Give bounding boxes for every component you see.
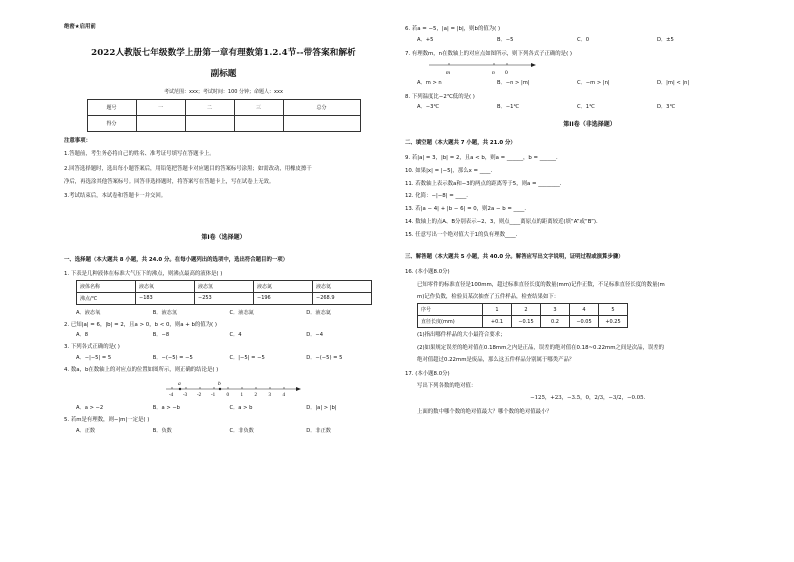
question-16-label: 16. (本小题8.0分) [405, 269, 450, 275]
option-d: D．|a| > |b| [306, 404, 337, 411]
option-d: D．液态氦 [306, 309, 331, 316]
table-cell: 3 [541, 304, 570, 316]
fill-question: 13. 若|a − 4| + |b − 6| = 0，则2a − b = ____． [405, 206, 530, 212]
option-b: B．−5 [497, 36, 514, 43]
axis-tick-label: -2 [197, 392, 202, 398]
question-7-options [417, 79, 774, 86]
point-b [219, 388, 221, 390]
score-cell [283, 116, 360, 132]
option-d: D．非正数 [306, 427, 331, 434]
table-cell: −196 [254, 292, 313, 304]
section-3-header: 三、解答题（本大题共 5 小题，共 40.0 分。解答应写出文字说明，证明过程或演算步骤） [405, 254, 624, 261]
table-cell: 液体名称 [77, 280, 136, 292]
option-d: D．±5 [657, 36, 674, 43]
option-a: A．−3℃ [417, 104, 440, 111]
option-c: C．液态氮 [229, 309, 254, 316]
question-16-line: m)记作负数，检验员某次抽查了五件样品，检查结果如下： [417, 293, 560, 300]
fill-question: 10. 如果|x| = |−5|，那么x = ____． [405, 167, 496, 174]
point-a [179, 388, 181, 390]
option-c: C．−m > |n| [577, 79, 610, 86]
exam-subtitle: 副标题 [210, 69, 237, 79]
score-header-cell: 题号 [87, 100, 136, 116]
question-4-options [76, 404, 383, 411]
option-c: C．a > b [229, 404, 253, 411]
option-d: D．−4 [306, 332, 324, 339]
question-17-line: 写出下列各数的绝对值： [417, 383, 477, 390]
question-6-stem: 6. 若a = −5，|a| = |b|，则b的值为( ) [405, 26, 501, 32]
option-a: A．8 [76, 332, 89, 339]
score-header-cell: 二 [185, 100, 234, 116]
question-4-stem: 4. 数a，b在数轴上的对应点的位置如图所示，则正确的结论是( ) [64, 367, 219, 373]
question-3-stem: 3. 下列各式正确的是( ) [64, 344, 120, 351]
table-cell: 沸点/℃ [77, 292, 136, 304]
table-cell: 液态氧 [136, 280, 195, 292]
question-1-stem: 1. 下表是几种液体在标准大气压下的沸点，则沸点最高的液体是( ) [64, 270, 223, 277]
option-d: D．3℃ [657, 104, 676, 111]
note-line: 1.答题前，考生务必将自己的姓名、准考证号填写在答题卡上。 [64, 151, 215, 157]
question-17-numbers: −125，+23，−3.5，0，2/3，−3/2，−0.05． [530, 395, 649, 401]
table-cell: 液态氢 [195, 280, 254, 292]
table-cell: −253 [195, 292, 254, 304]
table-cell: −183 [136, 292, 195, 304]
question-16-part: (2)如果规定误差的绝对值在0.18mm之内是正品，误差的绝对值在0.18~0.22mm之间是次品，误差的 [417, 345, 665, 351]
score-row-label: 得分 [87, 116, 136, 132]
axis-arrow-icon [296, 387, 301, 391]
fill-question: 14. 数轴上的点A、B分别表示−2、3，则点____离原点的距离较近(填“A”或“B”)． [405, 218, 602, 225]
table-cell: 液态氮 [254, 280, 313, 292]
question-2-options [76, 331, 383, 338]
score-cell [136, 116, 185, 132]
question-16-line: 已知零件的标准直径是100mm，超过标准直径长度的数量(mm)记作正数，不足标准直径长度的数量(m [417, 281, 665, 288]
table-cell: 5 [599, 304, 628, 316]
axis-arrow-icon [531, 63, 536, 67]
question-1-options [76, 309, 383, 316]
option-a: A．a > −2 [76, 404, 104, 411]
axis-tick-label: 4 [282, 392, 285, 398]
volume-1-heading: 第I卷（选择题） [201, 234, 246, 241]
section-2-header: 二、填空题（本大题共 7 小题，共 21.0 分） [405, 140, 516, 147]
question-3-options [76, 354, 383, 361]
table-cell: 序号 [418, 304, 483, 316]
point-b-label: b [218, 380, 221, 387]
number-line-figure-mn [427, 60, 537, 76]
option-b: B．−(−5) = −5 [152, 355, 193, 361]
question-8-options [417, 103, 774, 110]
table-cell: 1 [483, 304, 512, 316]
score-header-cell: 总分 [283, 100, 360, 116]
table-cell: −0.05 [570, 316, 599, 328]
axis-ticks [169, 387, 286, 398]
note-line: 净后，再选涂其他答案标号。回答非选择题时，将答案写在答题卡上，写在试卷上无效。 [64, 178, 275, 185]
note-line: 3.考试结束后，本试卷和答题卡一并交回。 [64, 193, 167, 200]
option-c: C．4 [229, 332, 242, 339]
option-a: A．正数 [76, 427, 96, 434]
table-cell: −0.15 [512, 316, 541, 328]
score-header-cell: 三 [234, 100, 283, 116]
label-m: m [446, 69, 450, 76]
score-cell [234, 116, 283, 132]
label-n: n [492, 69, 495, 76]
option-b: B．−8 [152, 332, 170, 339]
option-c: C．|−5| = −5 [229, 355, 265, 361]
option-d: D．−(−5) = 5 [306, 355, 343, 361]
question-5-stem: 5. 若m是有理数，则−|m|一定是( ) [64, 416, 150, 423]
notes-title: 注意事项： [64, 138, 91, 145]
fill-question: 12. 化简：−|−8| = ____． [405, 193, 472, 200]
option-a: A．+5 [417, 36, 434, 43]
question-2-stem: 2. 已知|a| = 6，|b| = 2，且a > 0，b < 0，则a + b的值为( ) [64, 321, 217, 328]
question-16-part: (1)指出哪件样品的大小最符合要求； [417, 332, 506, 339]
question-16-part: 绝对值超过0.22mm是废品，那么这五件样品分别属于哪类产品？ [417, 356, 575, 363]
volume-2-heading: 第II卷（非选择题） [563, 121, 616, 129]
axis-tick-label: 3 [268, 392, 271, 398]
score-table [87, 99, 361, 132]
note-line: 2.回答选择题时，选出每小题答案后，用铅笔把答题卡对应题目的答案标号涂黑；如需改动，用橡皮擦干 [64, 165, 312, 172]
option-b: B．液态氢 [152, 309, 178, 316]
table-cell: −268.9 [313, 292, 372, 304]
point-a-label: a [178, 380, 181, 387]
section-1-header: 一、选择题（本大题共 8 小题，共 24.0 分。在每小题列出的选项中，选出符合题目的一项） [64, 257, 289, 263]
table-cell: +0.25 [599, 316, 628, 328]
exam-info: 考试范围：xxx；考试时间：100 分钟；命题人：xxx [164, 89, 283, 95]
option-d: D．|m| < |n| [657, 79, 690, 86]
option-c: C．0 [577, 36, 590, 43]
question-17-label: 17. (本小题8.0分) [405, 370, 450, 377]
fill-question: 15. 任意写出一个绝对值大于1的负有理数____． [405, 231, 522, 238]
question-1-table [76, 280, 372, 305]
question-7-stem: 7. 有理数m，n在数轴上的对应点如图所示，则下列各式子正确的是( ) [405, 50, 572, 57]
label-zero: 0 [505, 69, 508, 76]
score-header-cell: 一 [136, 100, 185, 116]
question-16-table [417, 303, 628, 328]
fill-question: 11. 若数轴上表示数a和−3的两点的距离等于5，则a = ________． [405, 180, 566, 187]
option-b: B．负数 [152, 427, 172, 434]
option-b: B．−1℃ [497, 104, 520, 111]
exam-title: 2022人教版七年级数学上册第一章有理数第1.2.4节--带答案和解析 [91, 48, 356, 58]
axis-tick-label: -4 [169, 392, 174, 398]
table-cell: +0.1 [483, 316, 512, 328]
table-cell: 直径长度(mm) [418, 316, 483, 328]
option-b: B．−n > |m| [497, 79, 530, 86]
secret-mark: 绝密★启用前 [64, 24, 96, 30]
axis-tick-label: 0 [226, 392, 229, 398]
axis-tick-label: -3 [183, 392, 188, 398]
table-cell: 2 [512, 304, 541, 316]
table-cell: 0.2 [541, 316, 570, 328]
question-5-options [76, 427, 383, 434]
axis-tick-label: 1 [240, 392, 243, 398]
question-6-options [417, 36, 774, 43]
option-a: A．−|−5| = 5 [76, 355, 112, 361]
right-page [397, 0, 794, 562]
option-c: C．1℃ [577, 104, 595, 111]
table-cell: 液态氦 [313, 280, 372, 292]
table-cell: 4 [570, 304, 599, 316]
axis-tick-label: 2 [254, 392, 257, 398]
option-c: C．非负数 [229, 427, 254, 434]
option-b: B．a > −b [152, 404, 180, 411]
axis-tick-label: -1 [211, 392, 216, 398]
option-a: A．m > n [417, 79, 442, 86]
fill-question: 9. 若|a| = 3，|b| = 2，且a < b，则a = ______，b = ______． [405, 155, 562, 161]
question-17-question: 上面的数中哪个数的绝对值最大？哪个数的绝对值最小？ [417, 408, 552, 415]
question-8-stem: 8. 下列温度比−2℃低的是( ) [405, 93, 475, 100]
number-line-figure [164, 375, 304, 401]
option-a: A．液态氧 [76, 309, 101, 316]
score-cell [185, 116, 234, 132]
